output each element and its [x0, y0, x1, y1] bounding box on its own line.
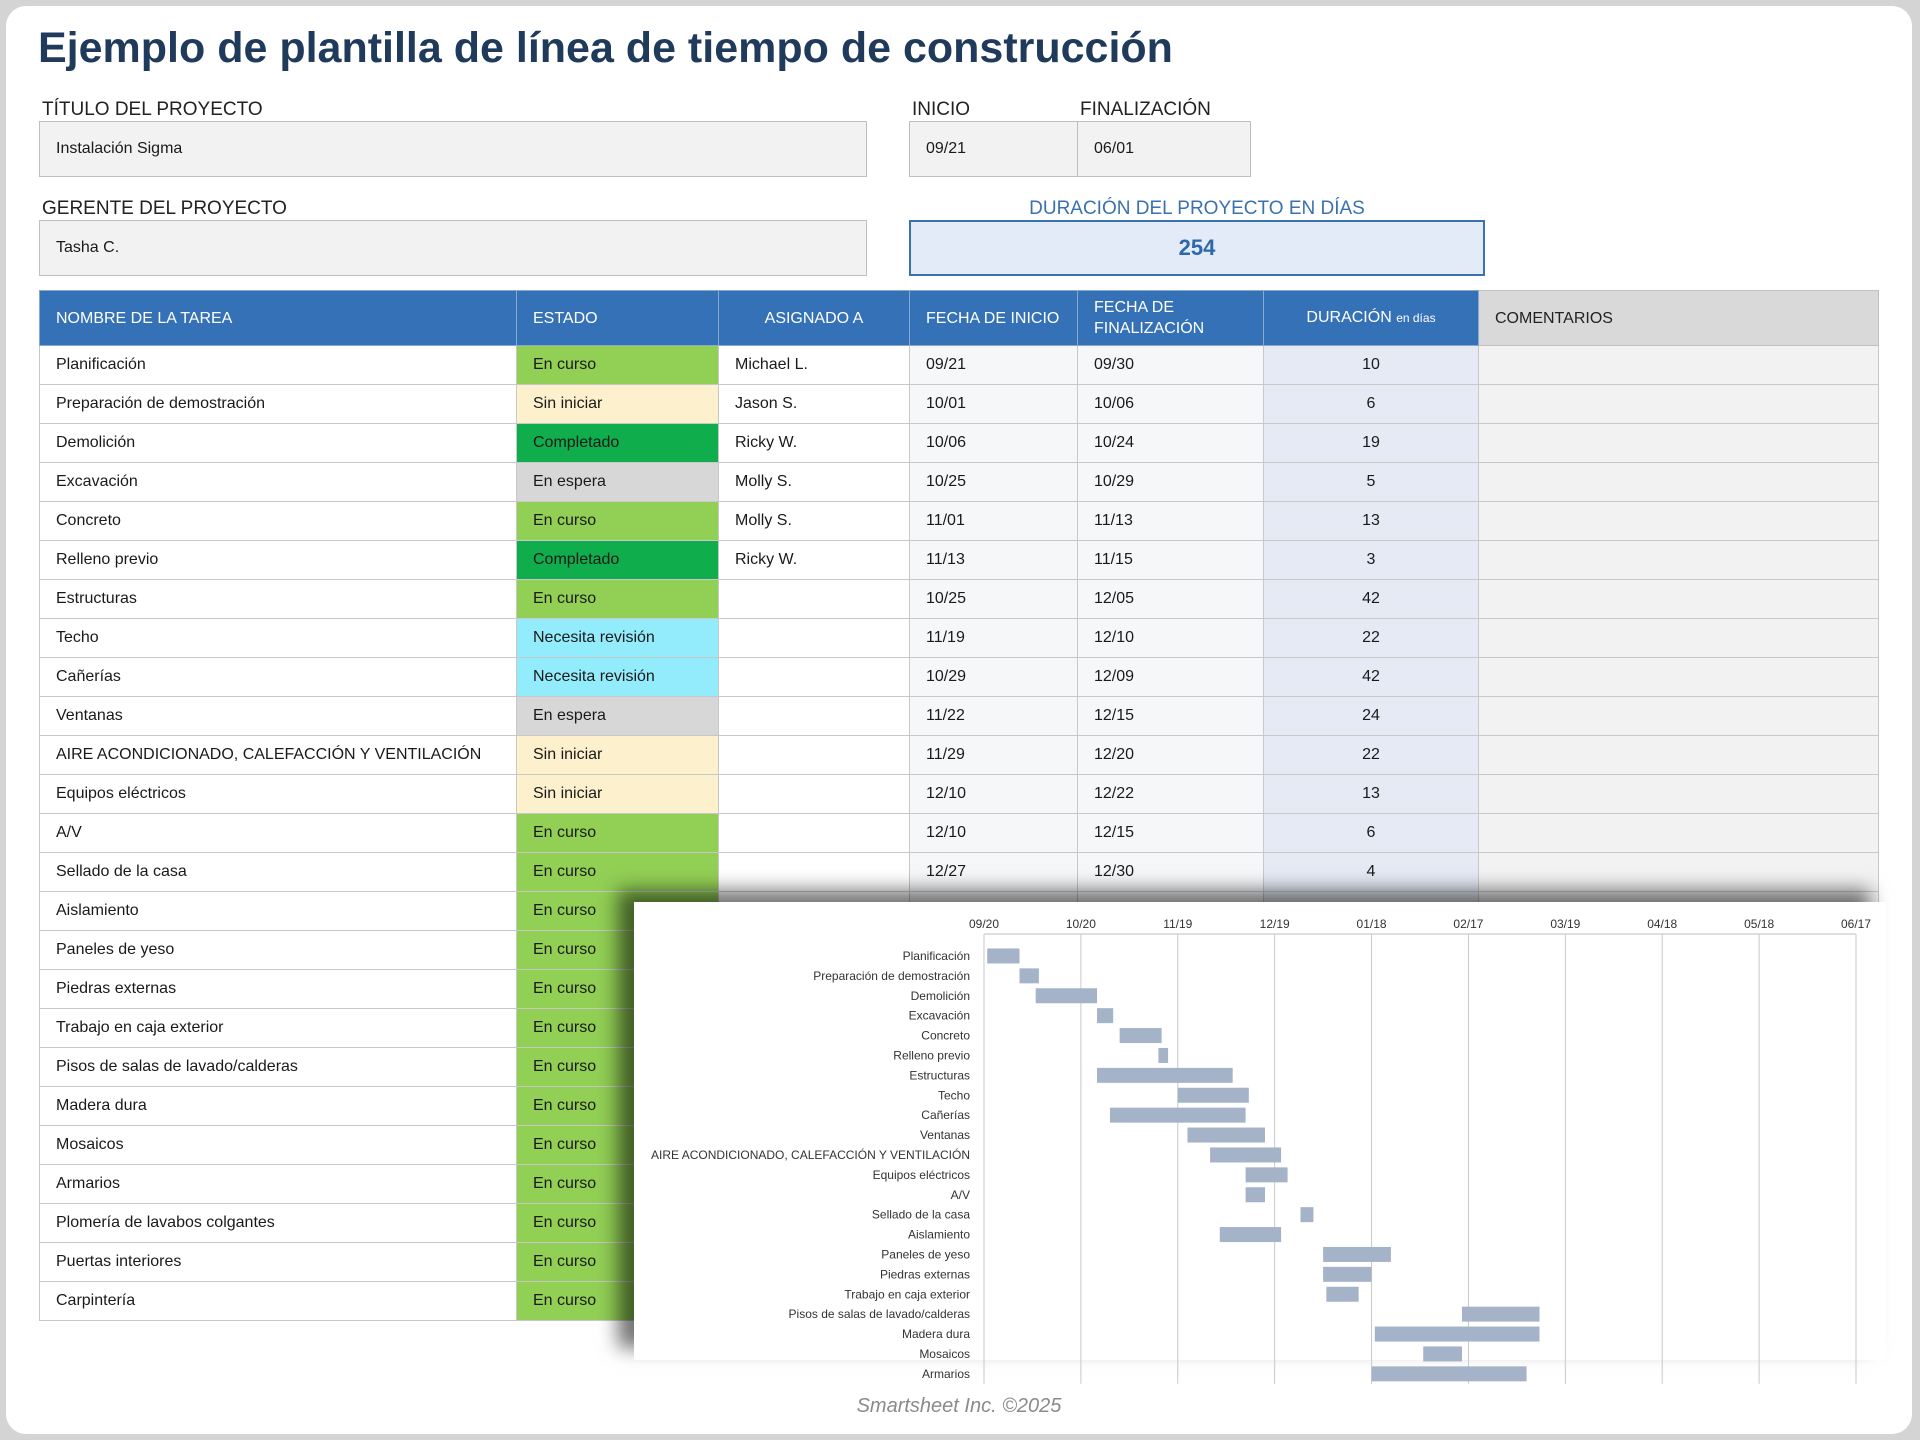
- gantt-task-label: Pisos de salas de lavado/calderas: [788, 1307, 970, 1322]
- table-row: [40, 619, 1879, 658]
- assigned-cell[interactable]: [719, 814, 910, 853]
- comments-cell[interactable]: [1479, 424, 1879, 463]
- task-name-cell[interactable]: AIRE ACONDICIONADO, CALEFACCIÓN Y VENTILACIÓN: [40, 736, 517, 775]
- comments-cell[interactable]: [1479, 619, 1879, 658]
- duration-cell[interactable]: 42: [1264, 658, 1479, 697]
- gantt-bar: [1462, 1307, 1540, 1322]
- start-date-cell[interactable]: 11/01: [910, 502, 1078, 541]
- end-date-cell[interactable]: 10/06: [1078, 385, 1264, 424]
- task-name-cell[interactable]: Pisos de salas de lavado/calderas: [40, 1048, 517, 1087]
- task-name-cell[interactable]: Mosaicos: [40, 1126, 517, 1165]
- gantt-task-label: Demolición: [910, 988, 970, 1003]
- duration-cell[interactable]: 3: [1264, 541, 1479, 580]
- task-name-cell[interactable]: Ventanas: [40, 697, 517, 736]
- end-date-cell[interactable]: 11/15: [1078, 541, 1264, 580]
- assigned-cell[interactable]: [719, 619, 910, 658]
- start-date-cell[interactable]: 10/25: [910, 463, 1078, 502]
- status-cell[interactable]: Sin iniciar: [517, 775, 719, 814]
- status-cell[interactable]: Completado: [517, 541, 719, 580]
- start-date-cell[interactable]: 11/29: [910, 736, 1078, 775]
- end-date-cell[interactable]: 10/24: [1078, 424, 1264, 463]
- task-name-cell[interactable]: Planificación: [40, 346, 517, 385]
- status-cell[interactable]: En curso: [517, 931, 719, 970]
- status-cell[interactable]: Completado: [517, 424, 719, 463]
- project-manager-label: GERENTE DEL PROYECTO: [42, 198, 287, 219]
- gantt-tick-label: 06/17: [1840, 917, 1872, 931]
- gantt-bar: [987, 948, 1019, 963]
- end-date-cell[interactable]: 10/29: [1078, 463, 1264, 502]
- start-date-cell[interactable]: 11/13: [910, 541, 1078, 580]
- project-duration-value: 254: [909, 220, 1485, 276]
- status-cell[interactable]: En curso: [517, 853, 719, 892]
- footer-copyright: Smartsheet Inc. ©2025: [856, 1395, 1062, 1417]
- status-cell[interactable]: En curso: [517, 1048, 719, 1087]
- table-row: [40, 463, 1879, 502]
- start-date-cell[interactable]: 12/10: [910, 814, 1078, 853]
- gantt-task-label: Armarios: [921, 1366, 970, 1381]
- header-duration[interactable]: [1264, 291, 1479, 346]
- start-date-cell[interactable]: 11/22: [910, 697, 1078, 736]
- comments-cell[interactable]: [1479, 775, 1879, 814]
- assigned-cell[interactable]: Jason S.: [719, 385, 910, 424]
- comments-cell[interactable]: [1479, 736, 1879, 775]
- duration-cell[interactable]: 4: [1264, 853, 1479, 892]
- gantt-bar: [1178, 1088, 1249, 1103]
- gantt-task-label: Mosaicos: [919, 1346, 970, 1361]
- status-cell[interactable]: Necesita revisión: [517, 658, 719, 697]
- gantt-bar: [1326, 1287, 1358, 1302]
- assigned-cell[interactable]: Michael L.: [719, 346, 910, 385]
- status-cell[interactable]: En curso: [517, 1126, 719, 1165]
- start-date-cell[interactable]: 10/29: [910, 658, 1078, 697]
- gantt-task-label: Preparación de demostración: [813, 968, 970, 983]
- header-start-date[interactable]: FECHA DE INICIO: [910, 291, 1078, 346]
- table-row: [40, 580, 1879, 619]
- table-row: [40, 502, 1879, 541]
- comments-cell[interactable]: [1479, 346, 1879, 385]
- end-date-cell[interactable]: 11/13: [1078, 502, 1264, 541]
- end-date-cell[interactable]: 12/15: [1078, 814, 1264, 853]
- end-date-cell[interactable]: 12/05: [1078, 580, 1264, 619]
- duration-cell[interactable]: 22: [1264, 736, 1479, 775]
- gantt-task-label: Paneles de yeso: [881, 1247, 970, 1262]
- task-name-cell[interactable]: Aislamiento: [40, 892, 517, 931]
- table-row: [40, 424, 1879, 463]
- spreadsheet-sheet: [6, 6, 1912, 1434]
- gantt-tick-label: 10/20: [1065, 917, 1096, 931]
- duration-cell[interactable]: 13: [1264, 502, 1479, 541]
- table-row: [40, 814, 1879, 853]
- duration-cell[interactable]: 24: [1264, 697, 1479, 736]
- task-name-cell[interactable]: Sellado de la casa: [40, 853, 517, 892]
- table-row: [40, 541, 1879, 580]
- gantt-chart-panel: [634, 902, 1886, 1381]
- start-label: INICIO: [912, 99, 971, 120]
- header-end-date-line2: FINALIZACIÓN: [1094, 320, 1205, 337]
- project-title-field[interactable]: Instalación Sigma: [39, 121, 867, 177]
- project-manager-field[interactable]: Tasha C.: [39, 220, 867, 276]
- gantt-bar: [1097, 1008, 1113, 1023]
- project-title-label: TÍTULO DEL PROYECTO: [42, 99, 263, 120]
- task-name-cell[interactable]: Demolición: [40, 424, 517, 463]
- status-cell[interactable]: En curso: [517, 1009, 719, 1048]
- gantt-chart: [634, 902, 1886, 1381]
- status-cell[interactable]: En espera: [517, 463, 719, 502]
- status-cell[interactable]: Sin iniciar: [517, 736, 719, 775]
- end-date-cell[interactable]: 12/22: [1078, 775, 1264, 814]
- task-name-cell[interactable]: Plomería de lavabos colgantes: [40, 1204, 517, 1243]
- table-row: [40, 346, 1879, 385]
- start-date-cell[interactable]: 09/21: [910, 346, 1078, 385]
- gantt-task-label: Concreto: [921, 1028, 970, 1043]
- assigned-cell[interactable]: [719, 658, 910, 697]
- task-name-cell[interactable]: Excavación: [40, 463, 517, 502]
- end-date-cell[interactable]: 12/20: [1078, 736, 1264, 775]
- project-duration-label: DURACIÓN DEL PROYECTO EN DÍAS: [1029, 198, 1365, 219]
- status-cell[interactable]: En curso: [517, 892, 719, 931]
- gantt-bar: [1372, 1366, 1527, 1381]
- assigned-cell[interactable]: [719, 736, 910, 775]
- assigned-cell[interactable]: Ricky W.: [719, 424, 910, 463]
- gantt-tick-label: 11/19: [1163, 917, 1193, 931]
- comments-cell[interactable]: [1479, 658, 1879, 697]
- gantt-bar: [1375, 1327, 1540, 1342]
- status-cell[interactable]: En curso: [517, 502, 719, 541]
- header-status[interactable]: ESTADO: [517, 291, 719, 346]
- end-date-cell[interactable]: 12/09: [1078, 658, 1264, 697]
- task-name-cell[interactable]: Paneles de yeso: [40, 931, 517, 970]
- start-date-cell[interactable]: 10/25: [910, 580, 1078, 619]
- task-name-cell[interactable]: Estructuras: [40, 580, 517, 619]
- gantt-task-label: Ventanas: [919, 1128, 970, 1143]
- task-name-cell[interactable]: Armarios: [40, 1165, 517, 1204]
- header-end-date-line1: FECHA DE: [1094, 299, 1175, 316]
- task-name-cell[interactable]: Madera dura: [40, 1087, 517, 1126]
- end-date-field[interactable]: 06/01: [1077, 121, 1251, 177]
- gantt-bar: [1323, 1247, 1391, 1262]
- gantt-tick-label: 01/18: [1356, 917, 1387, 931]
- gantt-task-label: Sellado de la casa: [871, 1207, 970, 1222]
- task-name-cell[interactable]: Concreto: [40, 502, 517, 541]
- table-row: [40, 736, 1879, 775]
- assigned-cell[interactable]: Molly S.: [719, 463, 910, 502]
- gantt-tick-label: 03/19: [1550, 917, 1581, 931]
- status-cell[interactable]: En curso: [517, 346, 719, 385]
- duration-cell[interactable]: 19: [1264, 424, 1479, 463]
- gantt-bar: [1246, 1187, 1265, 1202]
- task-name-cell[interactable]: Techo: [40, 619, 517, 658]
- gantt-bar: [1036, 988, 1097, 1003]
- gantt-bar: [1210, 1147, 1281, 1162]
- gantt-task-label: Equipos eléctricos: [872, 1167, 970, 1182]
- gantt-bar: [1097, 1068, 1233, 1083]
- gantt-tick-label: 02/17: [1453, 917, 1484, 931]
- gantt-task-label: Estructuras: [909, 1068, 970, 1083]
- assigned-cell[interactable]: [719, 853, 910, 892]
- gantt-bar: [1301, 1207, 1314, 1222]
- duration-cell[interactable]: 6: [1264, 814, 1479, 853]
- end-date-cell[interactable]: 12/30: [1078, 853, 1264, 892]
- status-cell[interactable]: Necesita revisión: [517, 619, 719, 658]
- gantt-task-label: Madera dura: [901, 1327, 970, 1342]
- table-row: [40, 658, 1879, 697]
- gantt-task-label: Aislamiento: [907, 1227, 970, 1242]
- status-cell[interactable]: En curso: [517, 814, 719, 853]
- status-cell[interactable]: En curso: [517, 1204, 719, 1243]
- gantt-task-label: Trabajo en caja exterior: [844, 1287, 970, 1302]
- start-date-field[interactable]: 09/21: [909, 121, 1083, 177]
- gantt-task-label: Planificación: [902, 948, 970, 963]
- gantt-bar: [1220, 1227, 1281, 1242]
- start-date-cell[interactable]: 10/06: [910, 424, 1078, 463]
- header-duration-unit: en días: [1396, 311, 1436, 325]
- table-header-row: [40, 291, 1879, 346]
- header-end-date[interactable]: [1078, 291, 1264, 346]
- task-name-cell[interactable]: Puertas interiores: [40, 1243, 517, 1282]
- gantt-task-label: A/V: [950, 1187, 970, 1202]
- comments-cell[interactable]: [1479, 541, 1879, 580]
- gantt-bar: [1020, 968, 1039, 983]
- status-cell[interactable]: En curso: [517, 1165, 719, 1204]
- task-name-cell[interactable]: Equipos eléctricos: [40, 775, 517, 814]
- end-date-cell[interactable]: 12/10: [1078, 619, 1264, 658]
- start-date-cell[interactable]: 12/27: [910, 853, 1078, 892]
- comments-cell[interactable]: [1479, 814, 1879, 853]
- comments-cell[interactable]: [1479, 502, 1879, 541]
- status-cell[interactable]: En curso: [517, 970, 719, 1009]
- gantt-task-label: Techo: [937, 1088, 970, 1103]
- gantt-bar: [1158, 1048, 1168, 1063]
- end-label: FINALIZACIÓN: [1080, 99, 1211, 120]
- gantt-bar: [1110, 1108, 1246, 1123]
- status-cell[interactable]: En curso: [517, 1243, 719, 1282]
- gantt-task-label: Relleno previo: [893, 1048, 970, 1063]
- gantt-bar: [1423, 1346, 1462, 1361]
- task-name-cell[interactable]: Relleno previo: [40, 541, 517, 580]
- status-cell[interactable]: En curso: [517, 1282, 719, 1321]
- gantt-bar: [1246, 1167, 1288, 1182]
- gantt-task-label: AIRE ACONDICIONADO, CALEFACCIÓN Y VENTILACIÓN: [651, 1147, 970, 1162]
- gantt-bar: [1120, 1028, 1162, 1043]
- gantt-task-label: Piedras externas: [879, 1267, 970, 1282]
- status-cell[interactable]: En espera: [517, 697, 719, 736]
- table-row: [40, 775, 1879, 814]
- start-date-cell[interactable]: 12/10: [910, 775, 1078, 814]
- status-cell[interactable]: Sin iniciar: [517, 385, 719, 424]
- header-comments[interactable]: COMENTARIOS: [1479, 291, 1879, 346]
- comments-cell[interactable]: [1479, 697, 1879, 736]
- table-row: [40, 697, 1879, 736]
- comments-cell[interactable]: [1479, 853, 1879, 892]
- task-name-cell[interactable]: A/V: [40, 814, 517, 853]
- status-cell[interactable]: En curso: [517, 1087, 719, 1126]
- assigned-cell[interactable]: [719, 580, 910, 619]
- comments-cell[interactable]: [1479, 463, 1879, 502]
- assigned-cell[interactable]: Ricky W.: [719, 541, 910, 580]
- gantt-tick-label: 09/20: [968, 917, 1000, 931]
- end-date-cell[interactable]: 12/15: [1078, 697, 1264, 736]
- duration-cell[interactable]: 6: [1264, 385, 1479, 424]
- task-name-cell[interactable]: Trabajo en caja exterior: [40, 1009, 517, 1048]
- gantt-tick-label: 12/19: [1259, 917, 1290, 931]
- start-date-cell[interactable]: 10/01: [910, 385, 1078, 424]
- duration-cell[interactable]: 13: [1264, 775, 1479, 814]
- duration-cell[interactable]: 5: [1264, 463, 1479, 502]
- status-cell[interactable]: En curso: [517, 580, 719, 619]
- duration-cell[interactable]: 42: [1264, 580, 1479, 619]
- header-duration-text: DURACIÓN: [1306, 309, 1392, 326]
- end-date-cell[interactable]: 09/30: [1078, 346, 1264, 385]
- task-name-cell[interactable]: Cañerías: [40, 658, 517, 697]
- table-row: [40, 853, 1879, 892]
- comments-cell[interactable]: [1479, 385, 1879, 424]
- header-task-name[interactable]: NOMBRE DE LA TAREA: [40, 291, 517, 346]
- gantt-task-label: Excavación: [908, 1008, 970, 1023]
- task-name-cell[interactable]: Carpintería: [40, 1282, 517, 1321]
- gantt-bar: [1323, 1267, 1371, 1282]
- duration-cell[interactable]: 22: [1264, 619, 1479, 658]
- assigned-cell[interactable]: [719, 775, 910, 814]
- gantt-bar: [1187, 1128, 1265, 1143]
- task-name-cell[interactable]: Piedras externas: [40, 970, 517, 1009]
- assigned-cell[interactable]: Molly S.: [719, 502, 910, 541]
- task-name-cell[interactable]: Preparación de demostración: [40, 385, 517, 424]
- header-assigned[interactable]: ASIGNADO A: [719, 291, 910, 346]
- duration-cell[interactable]: 10: [1264, 346, 1479, 385]
- gantt-tick-label: 05/18: [1744, 917, 1775, 931]
- table-row: [40, 385, 1879, 424]
- start-date-cell[interactable]: 11/19: [910, 619, 1078, 658]
- gantt-tick-label: 04/18: [1647, 917, 1678, 931]
- assigned-cell[interactable]: [719, 697, 910, 736]
- gantt-task-label: Cañerías: [921, 1108, 970, 1123]
- comments-cell[interactable]: [1479, 580, 1879, 619]
- page-title: Ejemplo de plantilla de línea de tiempo de construcción: [38, 24, 1173, 72]
